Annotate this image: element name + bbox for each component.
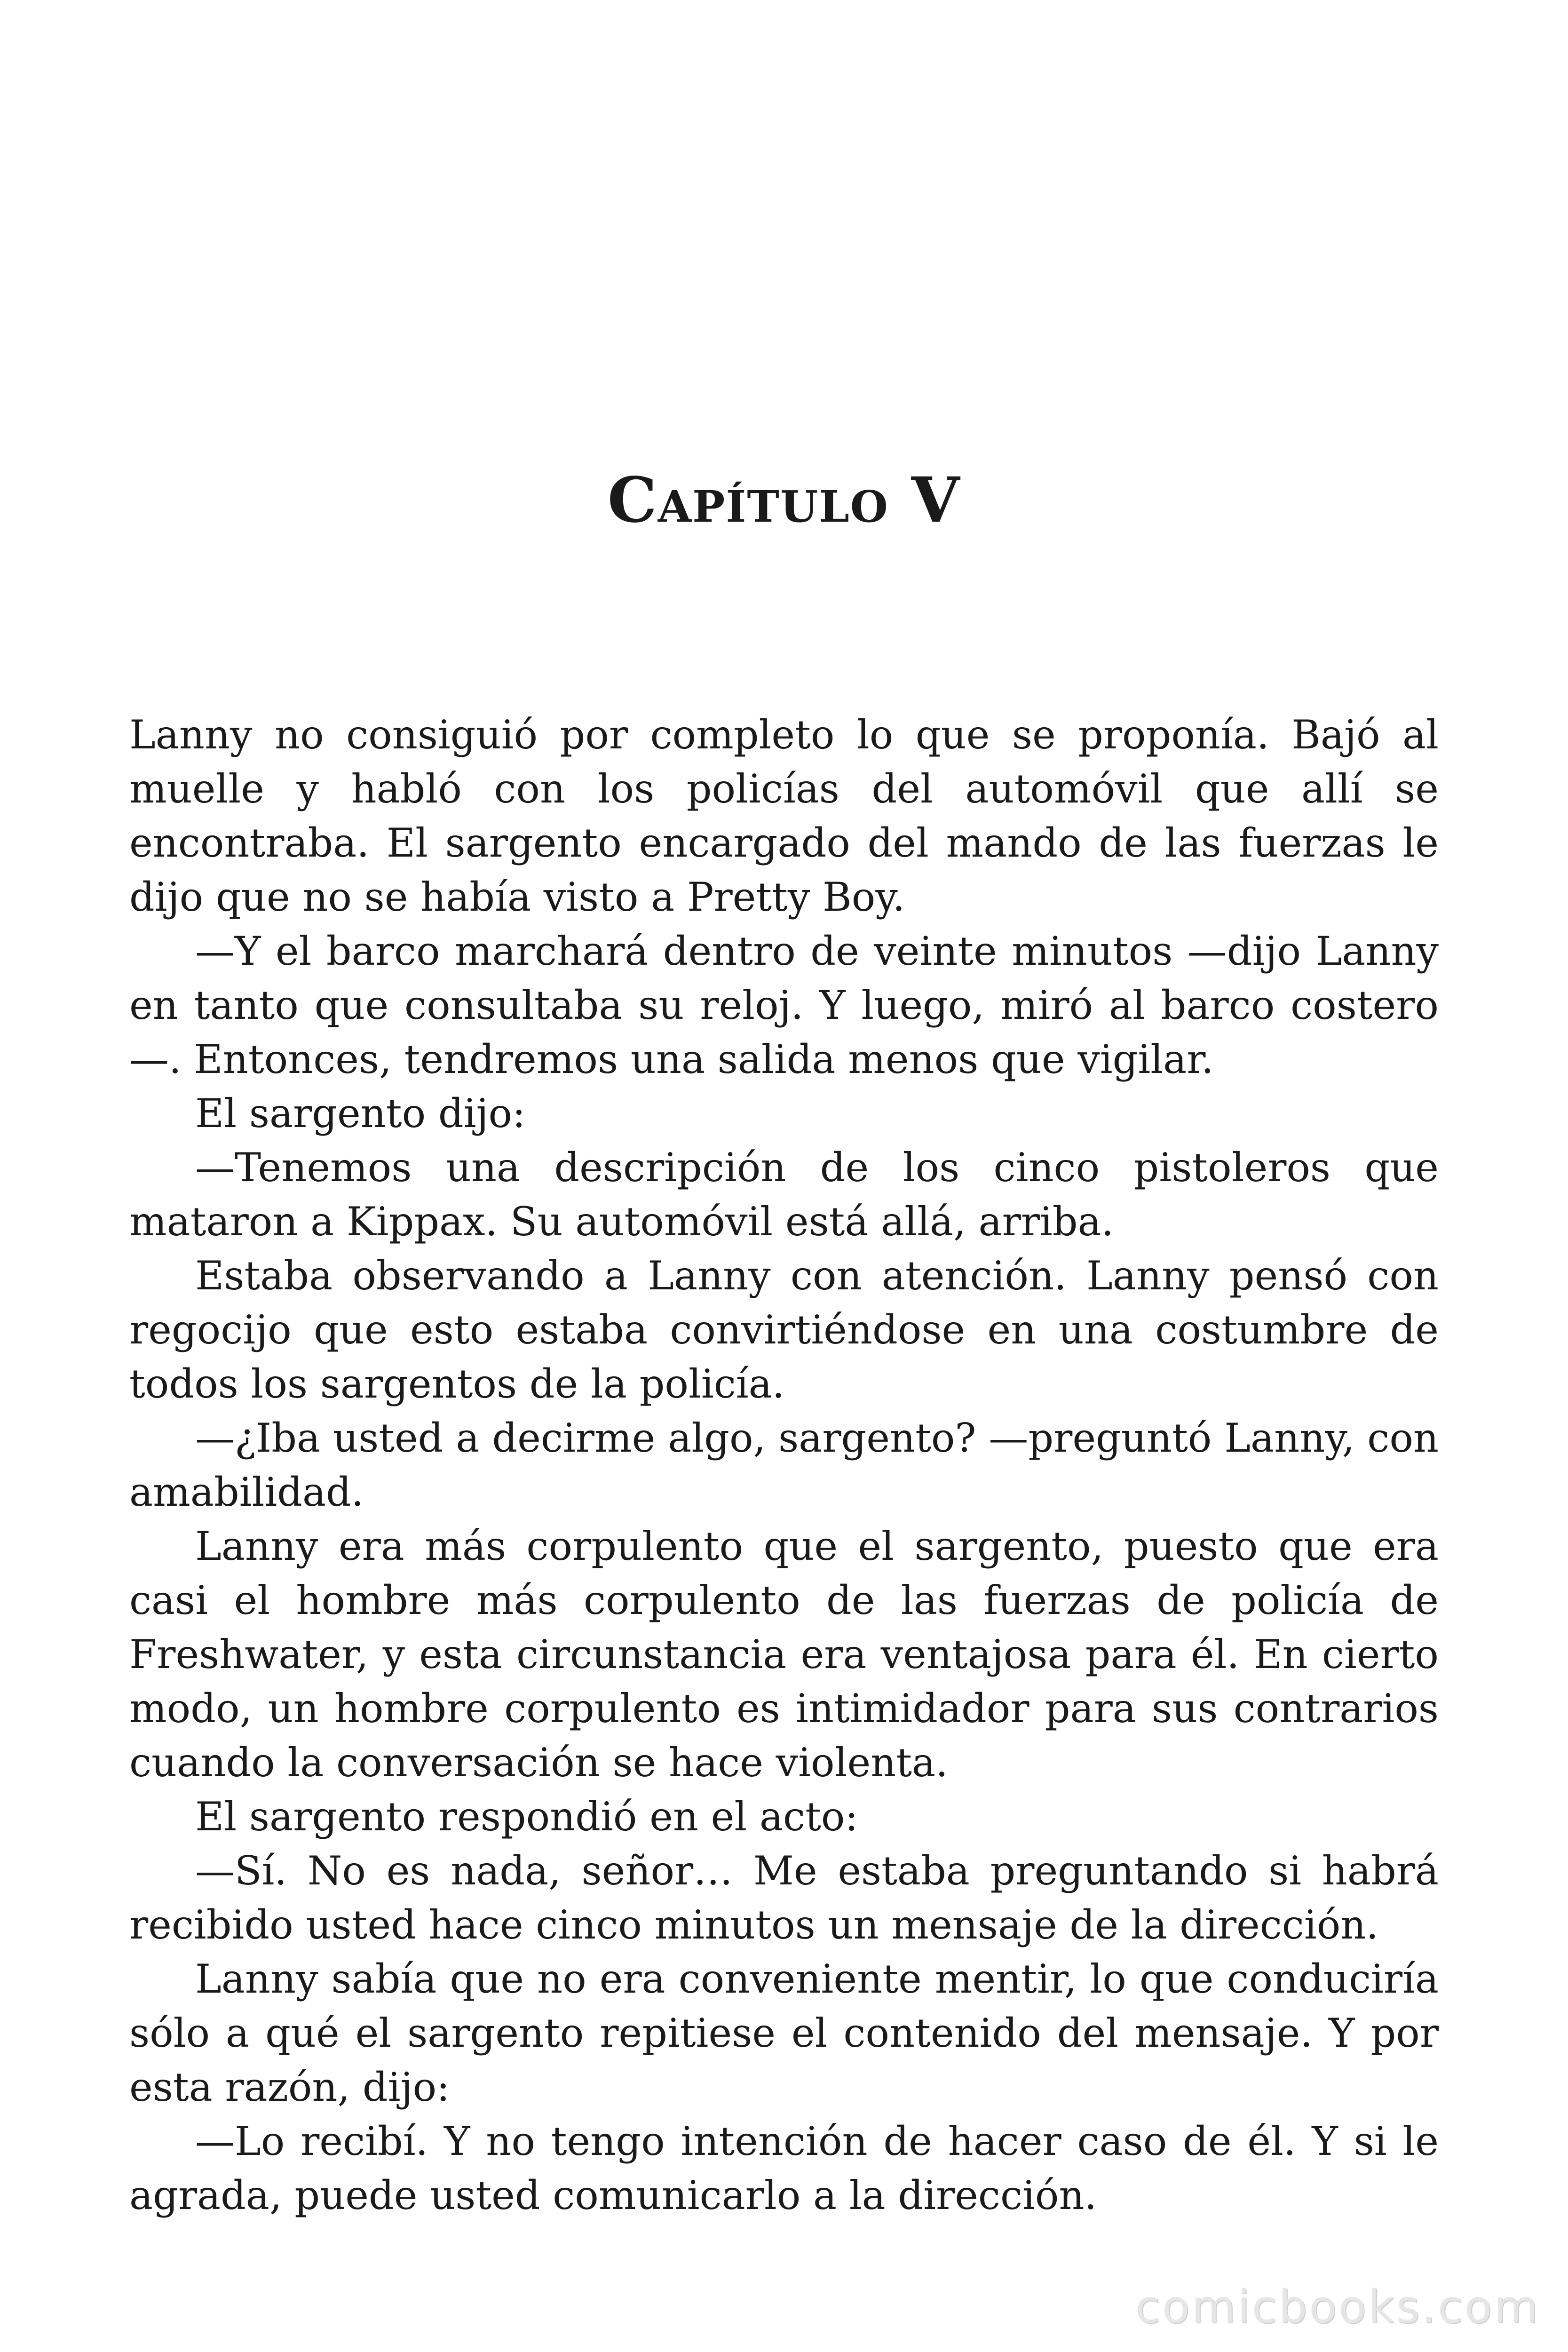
paragraph: Lanny no consiguió por completo lo que se proponía. Bajó al muelle y habló con los policías del automóvil que allí se encontraba. El sargento encargado del mando de las fuerzas le dijo que no se había visto a Pretty Boy.	[129, 712, 1439, 920]
paragraph: —Sí. No es nada, señor… Me estaba preguntando si habrá recibido usted hace cinco minutos un mensaje de la dirección.	[129, 1848, 1439, 1948]
chapter-title: Capítulo V	[607, 464, 961, 537]
paragraph: Lanny era más corpulento que el sargento, puesto que era casi el hombre más corpulento de las fuerzas de policía de Freshwater, y esta circunstancia era ventajosa para él. En cierto modo, un hombre corpulento es intimidador para sus contrarios cuando la conversación se hace violenta.	[129, 1523, 1439, 1786]
paragraph: —¿Iba usted a decirme algo, sargento? —preguntó Lanny, con amabilidad.	[129, 1415, 1439, 1515]
paragraph: —Tenemos una descripción de los cinco pistoleros que mataron a Kippax. Su automóvil está allá, arriba.	[129, 1144, 1439, 1245]
watermark: comicbooks.com	[1135, 2280, 1540, 2333]
paragraph: El sargento respondió en el acto:	[195, 1794, 858, 1840]
paragraph: —Lo recibí. Y no tengo intención de hacer caso de él. Y si le agrada, puede usted comunicarlo a la dirección.	[129, 2118, 1439, 2218]
paragraph: —Y el barco marchará dentro de veinte minutos —dijo Lanny en tanto que consultaba su reloj. Y luego, miró al barco costero—. Entonces, tendremos una salida menos que vigilar.	[129, 928, 1439, 1082]
paragraph: Estaba observando a Lanny con atención. Lanny pensó con regocijo que esto estaba convirtiéndose en una costumbre de todos los sargentos de la policía.	[129, 1253, 1439, 1407]
body-text	[129, 708, 1439, 2223]
paragraph: El sargento dijo:	[195, 1090, 526, 1136]
paragraph: Lanny sabía que no era conveniente mentir, lo que conduciría sólo a qué el sargento repitiese el contenido del mensaje. Y por esta razón, dijo:	[129, 1956, 1439, 2110]
